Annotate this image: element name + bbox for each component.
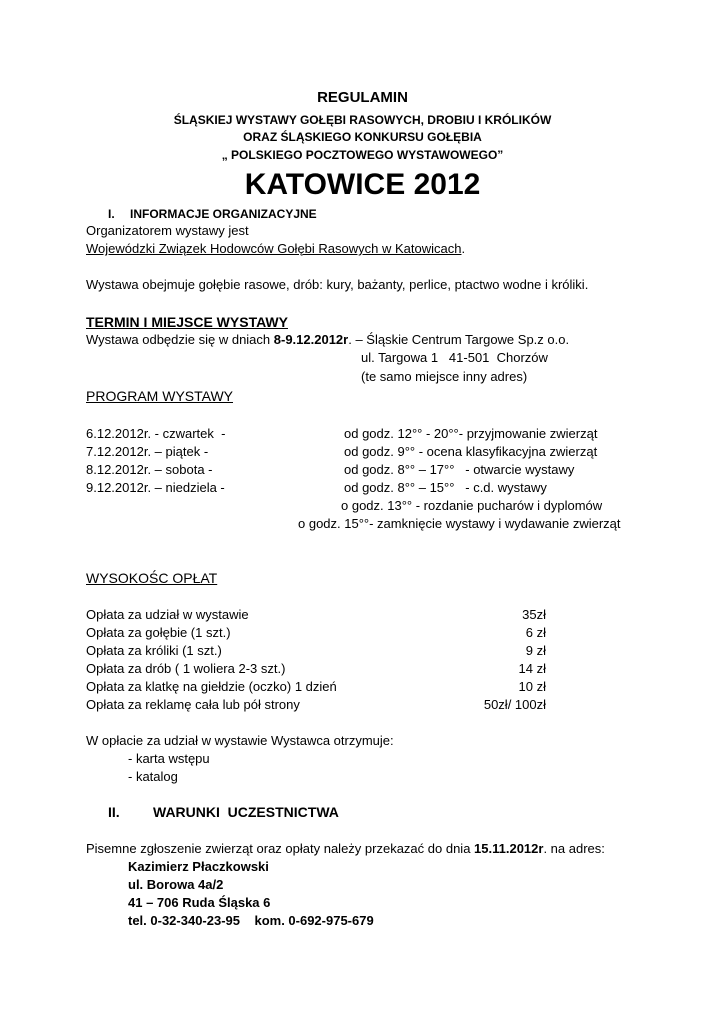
termin-text-pre: Wystawa odbędzie się w dniach (86, 332, 274, 347)
program-extra-2: o godz. 15°°- zamknięcie wystawy i wydawanie zwierząt (298, 516, 621, 531)
section-2-title: WARUNKI UCZESTNICTWA (153, 804, 339, 820)
subtitle-line-1: ŚLĄSKIEJ WYSTAWY GOŁĘBI RASOWYCH, DROBIU I KRÓLIKÓW (173, 113, 552, 127)
program-time: od godz. 12°° - 20°°- przyjmowanie zwierząt (344, 426, 598, 441)
program-time: od godz. 8°° – 15°° - c.d. wystawy (344, 480, 547, 495)
organizer-period: . (461, 241, 466, 256)
section-1-title: INFORMACJE ORGANIZACYJNE (130, 207, 317, 221)
fee-value: 35zł (522, 607, 546, 622)
includes-intro: W opłacie za udział w wystawie Wystawca otrzymuje: (86, 733, 394, 748)
contact-phone: tel. 0-32-340-23-95 kom. 0-692-975-679 (128, 913, 374, 928)
program-extra-1: o godz. 13°° - rozdanie pucharów i dyplomów (341, 498, 603, 513)
termin-heading: TERMIN I MIEJSCE WYSTAWY (86, 314, 288, 330)
termin-text (86, 332, 569, 348)
contact-city: 41 – 706 Ruda Śląska 6 (128, 895, 271, 910)
termin-note: (te samo miejsce inny adres) (361, 369, 528, 384)
termin-text-post: . – Śląskie Centrum Targowe Sp.z o.o. (348, 332, 570, 347)
includes-item: - katalog (128, 769, 178, 784)
fee-label: Opłata za gołębie (1 szt.) (86, 625, 231, 640)
fee-label: Opłata za króliki (1 szt.) (86, 643, 222, 658)
section-2-number: II. (108, 804, 120, 820)
program-day: 8.12.2012r. – sobota - (86, 462, 213, 477)
deadline-date: 15.11.2012r (474, 841, 544, 856)
scope-text: Wystawa obejmuje gołębie rasowe, drób: kury, bażanty, perlice, ptactwo wodne i króliki. (86, 277, 589, 292)
termin-dates: 8-9.12.2012r (273, 332, 349, 347)
fee-value: 14 zł (518, 661, 546, 676)
city-year-heading: KATOWICE 2012 (244, 168, 481, 201)
organizer-name: Wojewódzki Związek Hodowców Gołębi Rasowych w Katowicach (86, 241, 462, 256)
document-title: REGULAMIN (317, 89, 408, 106)
fee-value: 6 zł (525, 625, 546, 640)
deadline-text-pre: Pisemne zgłoszenie zwierząt oraz opłaty należy przekazać do dnia (86, 841, 475, 856)
fees-heading: WYSOKOŚC OPŁAT (86, 570, 218, 586)
deadline-text (86, 841, 605, 857)
program-day: 6.12.2012r. - czwartek - (86, 426, 226, 441)
contact-name: Kazimierz Płaczkowski (128, 859, 269, 874)
fee-value: 9 zł (525, 643, 546, 658)
organizer-line (86, 241, 465, 257)
fee-label: Opłata za reklamę cała lub pół strony (86, 697, 300, 712)
program-time: od godz. 9°° - ocena klasyfikacyjna zwierząt (344, 444, 598, 459)
program-time: od godz. 8°° – 17°° - otwarcie wystawy (344, 462, 575, 477)
termin-address: ul. Targowa 1 41-501 Chorzów (361, 350, 548, 365)
program-day: 9.12.2012r. – niedziela - (86, 480, 225, 495)
program-heading: PROGRAM WYSTAWY (86, 388, 233, 404)
fee-label: Opłata za klatkę na giełdzie (oczko) 1 dzień (86, 679, 337, 694)
program-day: 7.12.2012r. – piątek - (86, 444, 209, 459)
section-1-number: I. (108, 207, 115, 221)
deadline-text-post: . na adres: (543, 841, 605, 856)
subtitle-line-2: ORAZ ŚLĄSKIEGO KONKURSU GOŁĘBIA (243, 130, 482, 144)
includes-item: - karta wstępu (128, 751, 210, 766)
subtitle-line-3: „ POLSKIEGO POCZTOWEGO WYSTAWOWEGO” (221, 148, 504, 162)
fee-value: 10 zł (518, 679, 546, 694)
fee-label: Opłata za udział w wystawie (86, 607, 249, 622)
fee-value: 50zł/ 100zł (483, 697, 546, 712)
contact-street: ul. Borowa 4a/2 (128, 877, 224, 892)
organizer-intro: Organizatorem wystawy jest (86, 223, 249, 238)
fee-label: Opłata za drób ( 1 woliera 2-3 szt.) (86, 661, 286, 676)
